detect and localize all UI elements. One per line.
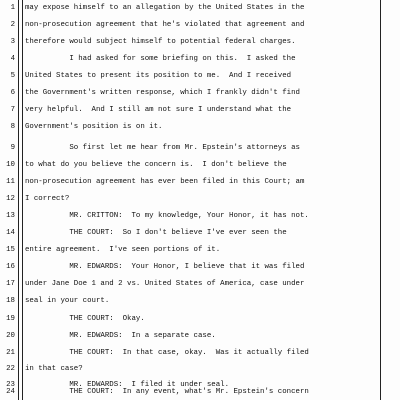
line-number: 9 [10, 144, 15, 152]
line-text: United States to present its position to me. And I received [25, 72, 292, 80]
transcript-line [0, 68, 400, 84]
line-text: So first let me hear from Mr. Epstein's attorneys as [25, 144, 300, 152]
line-text: may expose himself to an allegation by the United States in the [25, 4, 305, 12]
line-number: 18 [6, 297, 15, 305]
transcript-line [0, 34, 400, 50]
line-text: THE COURT: So I don't believe I've ever seen the [25, 229, 287, 237]
transcript-line [0, 384, 400, 400]
line-number: 19 [6, 315, 15, 323]
line-text: non-prosecution agreement that he's violated that agreement and [25, 21, 305, 29]
line-text: Government's position is on it. [25, 123, 163, 131]
transcript-line [0, 259, 400, 275]
line-text: THE COURT: In that case, okay. Was it actually filed [25, 349, 309, 357]
line-number: 20 [6, 332, 15, 340]
transcript-line [0, 361, 400, 377]
line-number: 24 [6, 388, 15, 396]
transcript-line [0, 276, 400, 292]
transcript-line [0, 242, 400, 258]
line-number: 15 [6, 246, 15, 254]
transcript-line [0, 51, 400, 67]
line-number: 4 [10, 55, 15, 63]
transcript-line [0, 345, 400, 361]
transcript-line [0, 191, 400, 207]
line-number: 8 [10, 123, 15, 131]
line-text: in that case? [25, 365, 83, 373]
line-text: therefore would subject himself to potential federal charges. [25, 38, 296, 46]
line-text: MR. EDWARDS: Your Honor, I believe that it was filed [25, 263, 305, 271]
line-text: I had asked for some briefing on this. I asked the [25, 55, 296, 63]
transcript-line [0, 140, 400, 156]
transcript-line [0, 85, 400, 101]
line-text: very helpful. And I still am not sure I understand what the [25, 106, 292, 114]
line-number: 23 [6, 381, 15, 389]
line-number: 2 [10, 21, 15, 29]
line-number: 3 [10, 38, 15, 46]
line-text: MR. EDWARDS: I filed it under seal. [25, 381, 230, 389]
transcript-line [0, 0, 400, 16]
transcript-line [0, 311, 400, 327]
line-number: 7 [10, 106, 15, 114]
transcript-line [0, 17, 400, 33]
line-text: entire agreement. I've seen portions of it. [25, 246, 221, 254]
line-text: MR. CRITTON: To my knowledge, Your Honor, it has not. [25, 212, 309, 220]
transcript-line [0, 225, 400, 241]
line-number: 21 [6, 349, 15, 357]
transcript-line [0, 119, 400, 135]
line-text: under Jane Doe 1 and 2 vs. United States of America, case under [25, 280, 305, 288]
transcript-line [0, 157, 400, 173]
line-number: 13 [6, 212, 15, 220]
transcript-line [0, 174, 400, 190]
transcript-line [0, 328, 400, 344]
line-text: I correct? [25, 195, 70, 203]
line-text: to what do you believe the concern is. I don't believe the [25, 161, 287, 169]
line-number: 14 [6, 229, 15, 237]
transcript-line [0, 102, 400, 118]
line-number: 22 [6, 365, 15, 373]
line-number: 1 [10, 4, 15, 12]
line-text: the Government's written response, which I frankly didn't find [25, 89, 300, 97]
transcript-line [0, 293, 400, 309]
line-text: seal in your court. [25, 297, 110, 305]
line-text: THE COURT: Okay. [25, 315, 145, 323]
line-number: 16 [6, 263, 15, 271]
line-number: 12 [6, 195, 15, 203]
line-text: non-prosecution agreement has ever been filed in this Court; am [25, 178, 305, 186]
line-text: THE COURT: In any event, what's Mr. Epstein's concern [25, 388, 309, 396]
line-number: 5 [10, 72, 15, 80]
line-number: 11 [6, 178, 15, 186]
line-number: 6 [10, 89, 15, 97]
line-number: 10 [6, 161, 15, 169]
line-text: MR. EDWARDS: In a separate case. [25, 332, 216, 340]
transcript-line [0, 208, 400, 224]
line-number: 17 [6, 280, 15, 288]
